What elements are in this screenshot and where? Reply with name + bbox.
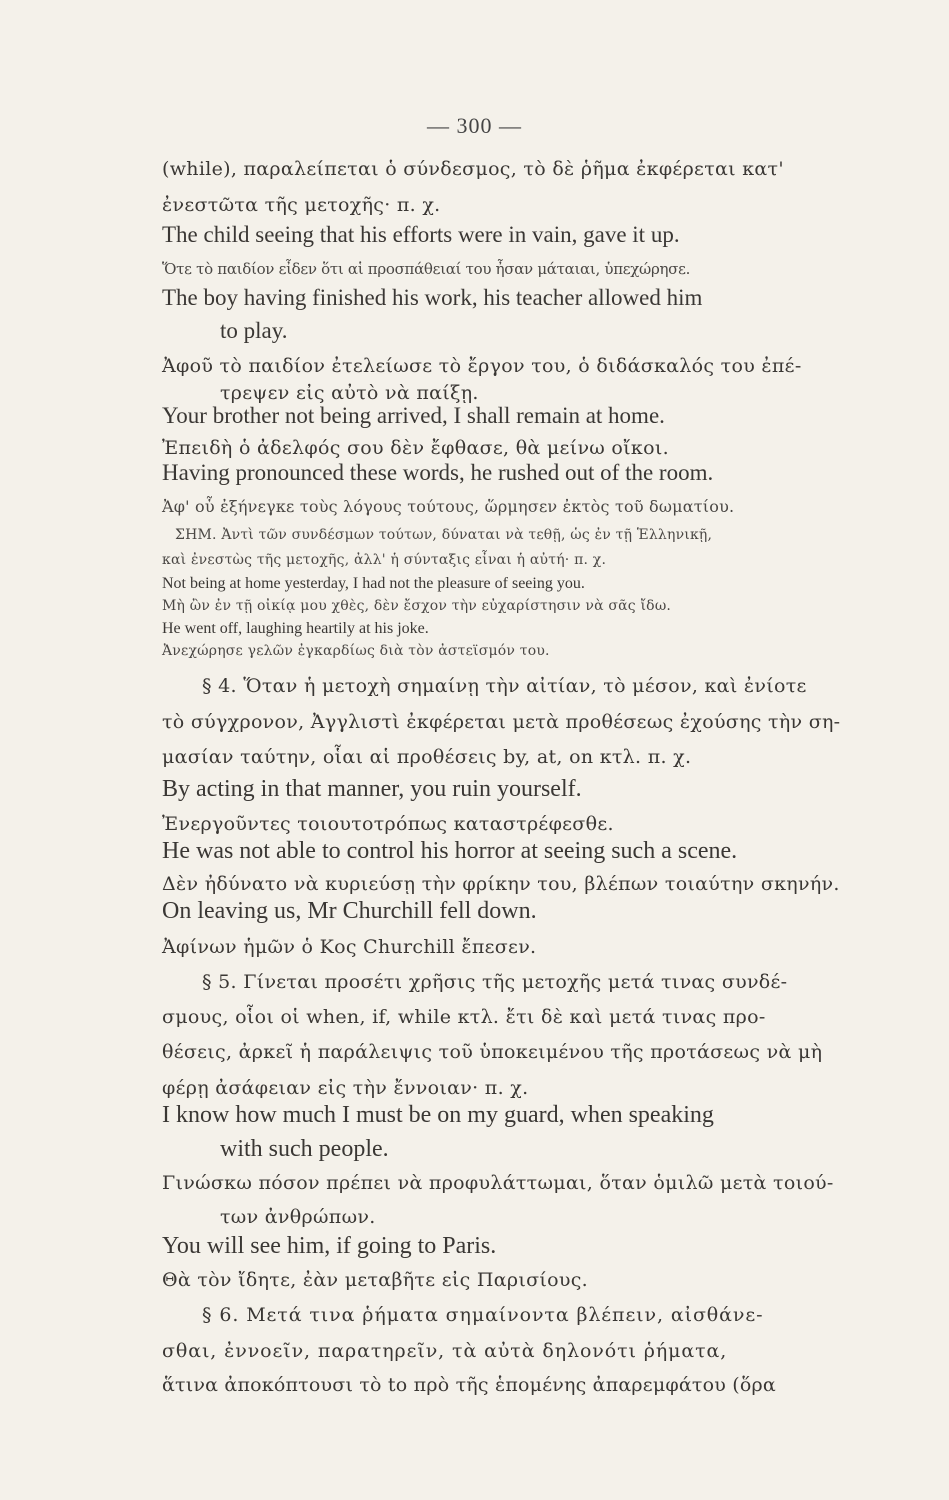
text-line: των ἀνθρώπων. [220,1206,376,1228]
text-line: τὸ σύγχρονον, Ἀγγλιστὶ ἐκφέρεται μετὰ προθέσεως ἐχούσης τὴν ση- [162,711,841,733]
note-line: Not being at home yesterday, I had not the pleasure of seeing you. [162,575,585,592]
note-line: Ἀνεχώρησε γελῶν ἐγκαρδίως διὰ τὸν ἀστεϊσμόν του. [162,643,550,659]
text-line: By acting in that manner, you ruin yourself. [162,776,582,802]
text-line: Ἀφοῦ τὸ παιδίον ἐτελείωσε τὸ ἔργον του, ὁ διδάσκαλός του ἐπέ- [162,355,802,377]
text-line: τρεψεν εἰς αὐτὸ νὰ παίξῃ. [220,382,479,404]
text-line: to play. [220,318,288,343]
text-line: σθαι, ἐννοεῖν, παρατηρεῖν, τὰ αὐτὰ δηλονότι ῥήματα, [162,1340,728,1362]
note-line: Μὴ ὢν ἐν τῇ οἰκίᾳ μου χθὲς, δὲν ἔσχον τὴν εὐχαρίστησιν νὰ σᾶς ἴδω. [162,598,672,614]
note-line: He went off, laughing heartily at his joke. [162,620,429,637]
text-line: I know how much I must be on my guard, when speaking [162,1102,714,1128]
text-line: (while), παραλείπεται ὁ σύνδεσμος, τὸ δὲ ῥῆμα ἐκφέρεται κατ' [162,158,784,180]
text-line: Ἀφ' οὗ ἐξήνεγκε τοὺς λόγους τούτους, ὥρμησεν ἐκτὸς τοῦ δωματίου. [162,497,735,516]
section-5-heading: § 5. Γίνεται προσέτι χρῆσις τῆς μετοχῆς μετά τινας συνδέ- [202,971,788,993]
text-line: He was not able to control his horror at seeing such a scene. [162,838,738,864]
page-number: — 300 — [427,113,522,138]
text-line: On leaving us, Mr Churchill fell down. [162,898,537,924]
text-line: ἐνεστῶτα τῆς μετοχῆς· π. χ. [162,194,441,216]
section-4-heading: § 4. Ὅταν ἡ μετοχὴ σημαίνῃ τὴν αἰτίαν, τὸ μέσον, καὶ ἐνίοτε [202,675,807,697]
text-line: You will see him, if going to Paris. [162,1233,497,1259]
text-line: Γινώσκω πόσον πρέπει νὰ προφυλάττωμαι, ὅταν ὁμιλῶ μετὰ τοιού- [162,1172,834,1194]
text-line: Ἀφίνων ἡμῶν ὁ Κος Churchill ἔπεσεν. [162,936,537,958]
text-line: φέρῃ ἀσάφειαν εἰς τὴν ἔννοιαν· π. χ. [162,1077,529,1099]
text-line: with such people. [220,1136,389,1162]
note-line: ΣΗΜ. Ἀντὶ τῶν συνδέσμων τούτων, δύναται νὰ τεθῇ, ὡς ἐν τῇ Ἑλληνικῇ, [175,527,713,543]
text-line: Ἐπειδὴ ὁ ἀδελφός σου δὲν ἔφθασε, θὰ μείνω οἴκοι. [162,437,669,459]
text-line: Having pronounced these words, he rushed out of the room. [162,460,714,485]
note-line: καὶ ἐνεστὼς τῆς μετοχῆς, ἀλλ' ἡ σύνταξις εἶναι ἡ αὐτή· π. χ. [162,552,607,568]
section-6-heading: § 6. Μετά τινα ῥήματα σημαίνοντα βλέπειν, αἰσθάνε- [202,1304,764,1326]
text-line: Θὰ τὸν ἴδητε, ἐὰν μεταβῆτε εἰς Παρισίους. [162,1269,588,1291]
text-line: Δὲν ἠδύνατο νὰ κυριεύσῃ τὴν φρίκην του, βλέπων τοιαύτην σκηνήν. [162,873,840,895]
text-line: ἅτινα ἀποκόπτουσι τὸ to πρὸ τῆς ἑπομένης ἀπαρεμφάτου (ὅρα [162,1374,776,1396]
text-line: Ἐνεργοῦντες τοιουτοτρόπως καταστρέφεσθε. [162,813,614,835]
text-line: Your brother not being arrived, I shall remain at home. [162,403,665,428]
text-line: μασίαν ταύτην, οἷαι αἱ προθέσεις by, at, on κτλ. π. χ. [162,746,692,768]
text-line: The child seeing that his efforts were in vain, gave it up. [162,222,680,247]
text-line: θέσεις, ἀρκεῖ ἡ παράλειψις τοῦ ὑποκειμένου τῆς προτάσεως νὰ μὴ [162,1041,823,1063]
text-line: Ὅτε τὸ παιδίον εἶδεν ὅτι αἱ προσπάθειαί του ἦσαν μάταιαι, ὑπεχώρησε. [162,260,691,278]
text-line: The boy having finished his work, his teacher allowed him [162,285,703,310]
text-line: σμους, οἷοι οἱ when, if, while κτλ. ἔτι δὲ καὶ μετά τινας προ- [162,1006,766,1028]
